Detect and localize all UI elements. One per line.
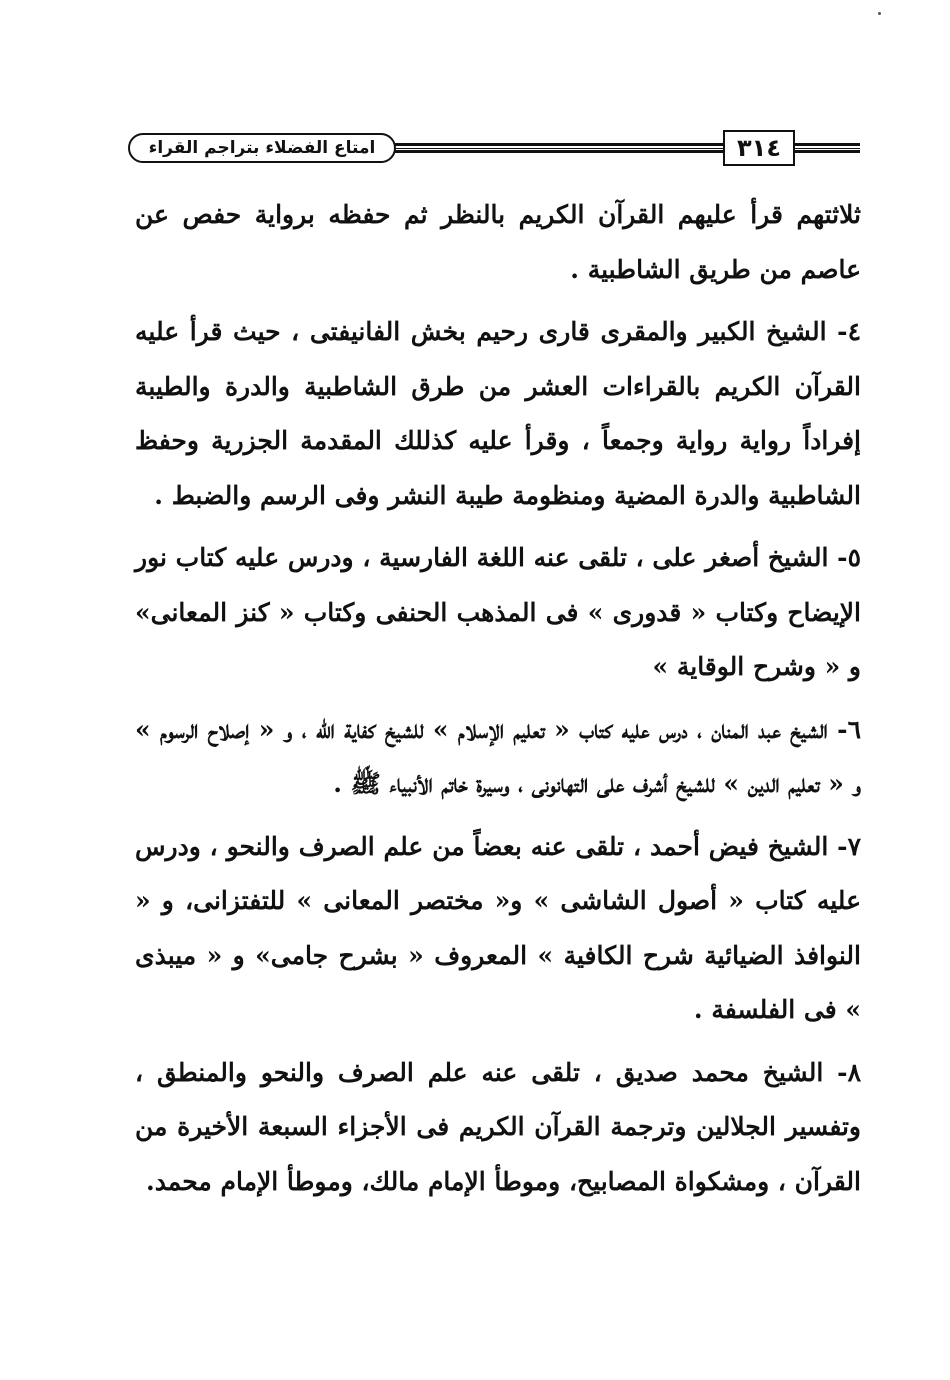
paragraph-item-7: ٧- الشيخ فيض أحمد ، تلقى عنه بعضاً من علم الصرف والنحو ، ودرس عليه كتاب « أصول الشاشى » و« مختصر المعانى » للتفتزانى، و « النوافذ الضيائية شرح الكافية » المعروف « بشرح جامى» و « ميبذى » فى الفلسفة . <box>135 831 861 1024</box>
paragraph-continuation: ثلاثتهم قرأ عليهم القرآن الكريم بالنظر ثم حفظه برواية حفص عن عاصم من طريق الشاطبية . <box>135 200 861 284</box>
page-number: ٣١٤ <box>723 130 795 166</box>
running-header-title: امتاع الفضلاء بتراجم القراء <box>128 133 396 163</box>
paragraph-item-8: ٨- الشيخ محمد صديق ، تلقى عنه علم الصرف والنحو والمنطق ، وتفسير الجلالين وترجمة القرآن الكريم فى الأجزاء السبعة الأخيرة من القرآن ، ومشكواة المصابيح، وموطأ الإمام مالك، وموطأ الإمام محمد. <box>135 1057 861 1196</box>
paragraph-item-6: ٦- الشيخ عبد المنان ، درس عليه كتاب « تعليم الإسلام » للشيخ كفاية الله ، و « إصلاح الرسوم » و « تعليم الدين » للشيخ أشرف على التهانونى ، وسيرة خاتم الأنبياء ﷺ . <box>135 714 861 798</box>
paragraph-item-4: ٤- الشيخ الكبير والمقرى قارى رحيم بخش الفانيفتى ، حيث قرأ عليه القرآن الكريم بالقراءات العشر من طرق الشاطبية والدرة والطيبة إفراداً رواية رواية وجمعاً ، وقرأ عليه كذللك المقدمة الجزرية وحفظ الشاطبية والدرة المضية ومنظومة طيبة النشر وفى الرسم والضبط . <box>135 317 861 510</box>
body-text <box>135 188 861 1217</box>
scan-speck <box>878 12 881 15</box>
paragraph-item-5: ٥- الشيخ أصغر على ، تلقى عنه اللغة الفارسية ، ودرس عليه كتاب نور الإيضاح وكتاب « قدورى » فى المذهب الحنفى وكتاب « كنز المعانى» و « وشرح الوقاية » <box>135 543 861 681</box>
